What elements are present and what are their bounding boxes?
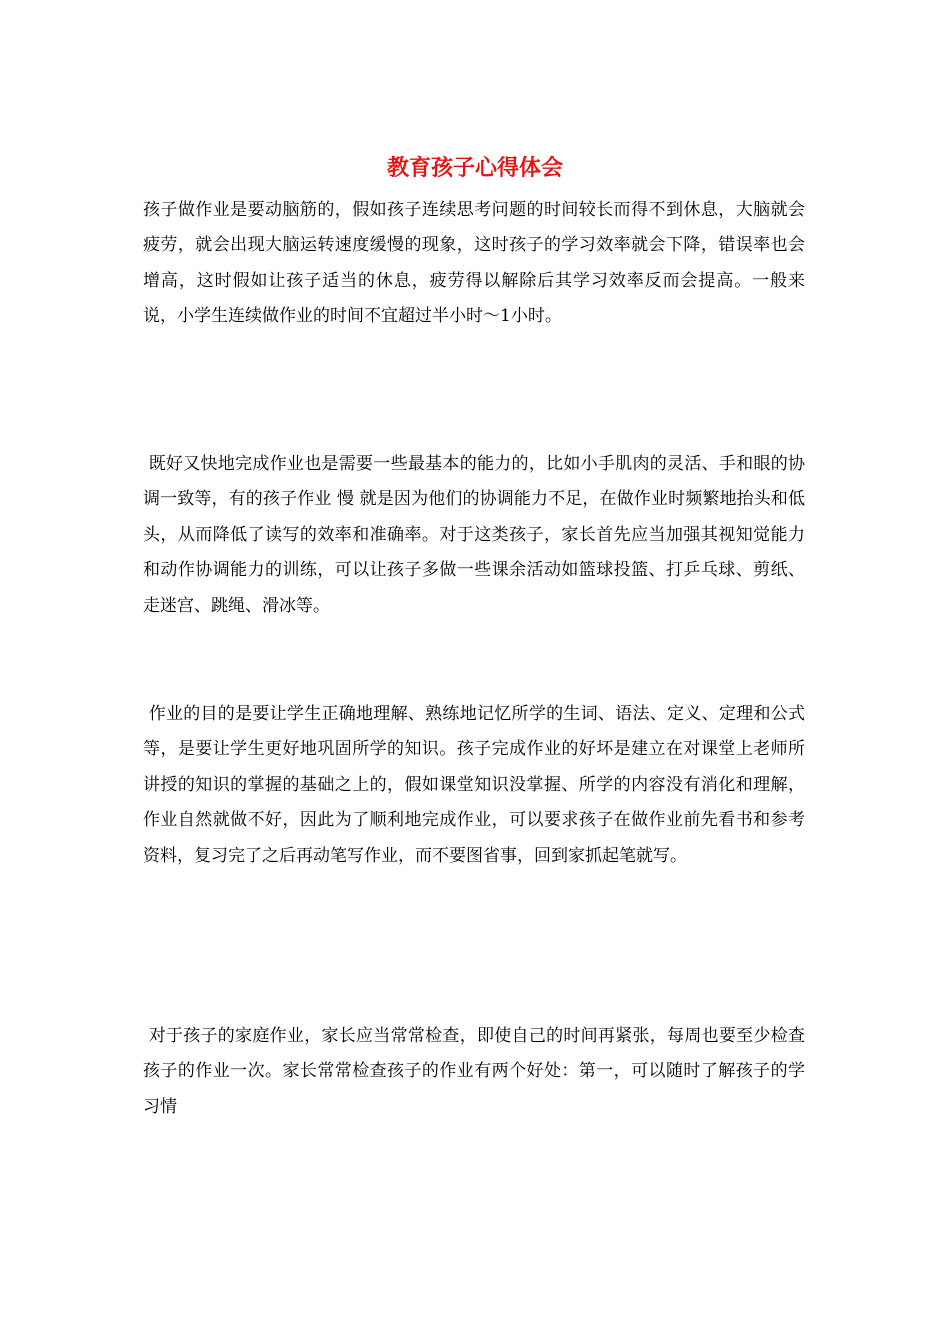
paragraph-2: 既好又快地完成作业也是需要一些最基本的能力的，比如小手肌肉的灵活、手和眼的协调一致等，有的孩子作业 慢 就是因为他们的协调能力不足，在做作业时频繁地抬头和低头，从而降低了读写的效率和准确率。对于这类孩子，家长首先应当加强其视知觉能力和动作协调能力的训练，可以让孩子多做一些课余活动如篮球投篮、打乒乓球、剪纸、走迷宫、跳绳、滑冰等。 xyxy=(143,454,806,616)
paragraph-3: 作业的目的是要让学生正确地理解、熟练地记忆所学的生词、语法、定义、定理和公式等，是要让学生更好地巩固所学的知识。孩子完成作业的好坏是建立在对课堂上老师所讲授的知识的掌握的基础之上的，假如课堂知识没掌握、所学的内容没有消化和理解，作业自然就做不好，因此为了顺利地完成作业，可以要求孩子在做作业前先看书和参考资料，复习完了之后再动笔写作业，而不要图省事，回到家抓起笔就写。 xyxy=(143,704,806,866)
paragraph-1: 孩子做作业是要动脑筋的，假如孩子连续思考问题的时间较长而得不到休息，大脑就会疲劳，就会出现大脑运转速度缓慢的现象，这时孩子的学习效率就会下降，错误率也会增高，这时假如让孩子适当的休息，疲劳得以解除后其学习效率反而会提高。一般来说，小学生连续做作业的时间不宜超过半小时～1小时。 xyxy=(143,200,805,327)
paragraph-4: 对于孩子的家庭作业，家长应当常常检查，即使自己的时间再紧张，每周也要至少检查孩子的作业一次。家长常常检查孩子的作业有两个好处：第一，可以随时了解孩子的学习情 xyxy=(143,1026,806,1117)
document-title: 教育孩子心得体会 xyxy=(386,155,563,181)
